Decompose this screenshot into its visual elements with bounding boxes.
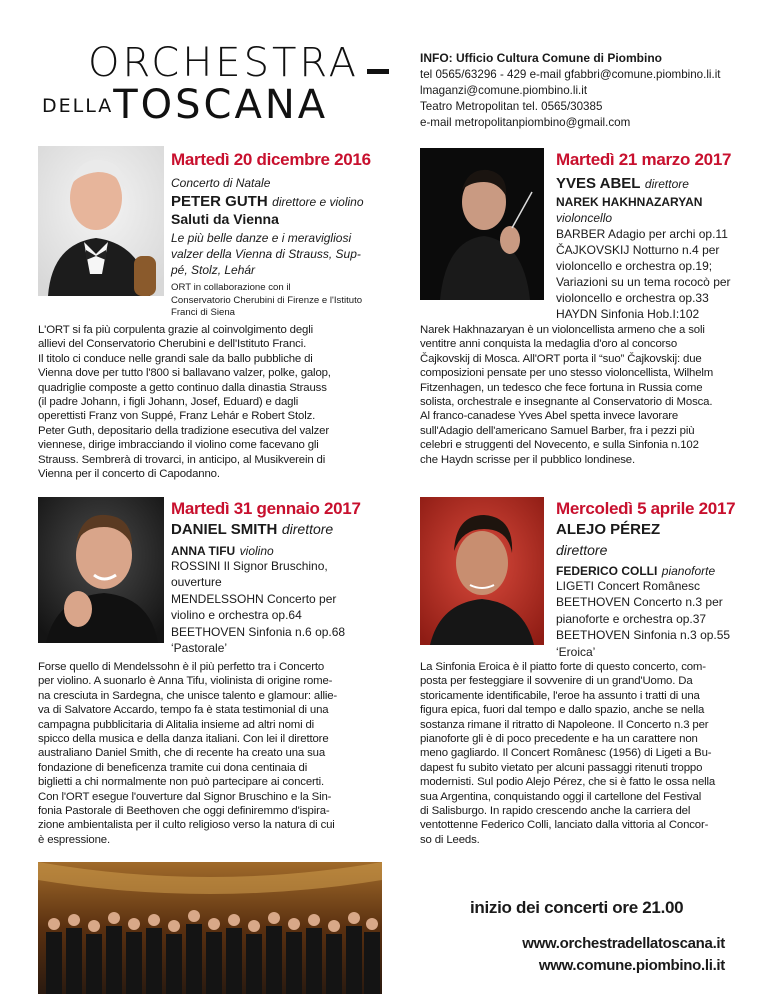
concert3-artist: DANIEL SMITH	[171, 521, 278, 538]
info-line: e-mail metropolitanpiombino@gmail.com	[420, 116, 631, 129]
info-line: Teatro Metropolitan tel. 0565/30385	[420, 100, 603, 113]
concert1-text: L'ORT si fa più corpulenta grazie al coinvolgimento degli allievi del Conservatorio Cherubini e dell'Istituto Franci. Il titolo ci conduce nelle grandi sale da ballo pubbliche di Vienna dove per tutto l'800 si ballavano valzer, polke, galop, quadriglie composte a getto continuo dalla dinastia Strauss (il padre Johann, i figli Johann, Josef, Eduard) e dagli operettisti Franz von Suppé, Franz Lehár e Robert Stolz. Peter Guth, depositario della tradizione esecutiva del valzer viennese, dirige imbracciando il violino come facevano gli Strauss. Sembrerà di trovarci, in anticipo, al Musikverein di Vienna per il concerto di Capodanno.	[38, 324, 331, 481]
concert4-role: direttore	[556, 542, 608, 558]
orchestra-group-icon	[38, 862, 382, 994]
concert1-artist-line	[171, 193, 364, 211]
concert2-soloist: NAREK HAKHNAZARYAN	[556, 195, 703, 209]
website-orchestra-link[interactable]: www.orchestradellatoscana.it	[522, 935, 725, 952]
concert1-program: Le più belle danze e i meravigliosi valzer della Vienna di Strauss, Sup- pé, Stolz, Lehár	[171, 231, 361, 277]
info-box	[420, 50, 750, 131]
photo-alejo-perez	[420, 497, 544, 645]
concert1-artist: PETER GUTH	[171, 193, 268, 210]
concert4-text: La Sinfonia Eroica è il piatto forte di questo concerto, com- posta per festeggiare il sovvenire di un grand'Uomo. Da storicamente identificabile, l'eroe ha assunto i tratti di una figura epica, fuori dal tempo e dallo spazio, anche se nella sostanza rimane il ritratto di Napoleone. Il Concerto n.3 per pianoforte gli è di poco precedente e ha un carattere non meno gagliardo. Il Concert Românesc (1956) di Ligeti a Bu- dapest fu subito vietato per alcuni passaggi ritenuti troppo modernisti. Sul podio Alejo Pérez, che si è fatto le ossa nella sua Argentina, conquistando oggi il cartellone del Festival di Salisburgo. In rapido crescendo anche la carriera del ventottenne Federico Colli, lanciato dalla vittoria al Concor- so di Leeds.	[420, 661, 716, 846]
concert4-artist: ALEJO PÉREZ	[556, 521, 661, 538]
website-comune-link[interactable]: www.comune.piombino.li.it	[538, 957, 725, 974]
photo-daniel-smith	[38, 497, 164, 643]
logo-dash	[367, 69, 389, 74]
concert1-program-title: Saluti da Vienna	[171, 211, 279, 227]
concert2-soloist-role: violoncello	[556, 211, 613, 225]
concert3-soloist-role: violino	[239, 544, 274, 558]
photo-orchestra	[38, 862, 382, 994]
concert3-date: Martedì 31 gennaio 2017	[171, 499, 361, 518]
concert4-soloist-role: pianoforte	[661, 564, 716, 578]
concert4-soloist: FEDERICO COLLI	[556, 564, 658, 578]
photo-peter-guth	[38, 146, 164, 296]
concert3-soloist: ANNA TIFU	[171, 544, 236, 558]
concert3-text: Forse quello di Mendelssohn è il più perfetto tra i Concerto per violino. A suonarlo è Anna Tifu, violinista di origine rome- na cresciuta in Sardegna, che unisce talento e glamour: allie- va di Salvatore Accardo, tempo fa è stata testimonial di una campagna pubblicitaria di Alitalia insieme ad altri nomi di spicco della musica e della danza italiani. Con lei il direttore australiano Daniel Smith, che di recente ha creato una sua fondazione di beneficenza tramite cui dona centinaia di biglietti a chi normalmente non può partecipare ai concerti. Con l'ORT esegue l'ouverture dal Signor Bruschino e la Sin- fonia Pastorale di Beethoven che oggi definiremmo d'ispira- zione ambientalista per il culto religioso verso la natura di cui è espressione.	[38, 661, 338, 846]
concert2-date: Martedì 21 marzo 2017	[556, 150, 732, 169]
portrait-icon	[38, 146, 164, 296]
concert1-role: direttore e violino	[272, 195, 364, 209]
concert-start-time: inizio dei concerti ore 21.00	[470, 898, 684, 917]
concert1-date: Martedì 20 dicembre 2016	[171, 150, 371, 169]
concert4-date: Mercoledì 5 aprile 2017	[556, 499, 736, 518]
concert3-artist-line	[171, 521, 333, 539]
concert2-artist-line	[556, 175, 689, 193]
logo-line2: DELLATOSCANA	[42, 82, 329, 128]
concert4-program: LIGETI Concert Românesc BEETHOVEN Concerto n.3 per pianoforte e orchestra op.37 BEETHOVEN Sinfonia n.3 op.55 ‘Eroica’	[556, 579, 731, 659]
concert1-note: ORT in collaborazione con il Conservatorio Cherubini di Firenze e l'Istituto Franci di Siena	[171, 282, 363, 318]
concert2-text: Narek Hakhnazaryan è un violoncellista armeno che a soli ventitre anni conquista la medaglia d'oro al concorso Čajkovskij di Mosca. All'ORT porta il “suo” Čajkovskij: due composizioni pensate per uno stesso violoncellista, Wilhelm Fitzenhagen, un tedesco che fece fortuna in Russia come solista, orchestrale e insegnante al Conservatorio di Mosca. Al franco-canadese Yves Abel spetta invece lavorare sull'Adagio dell'americano Samuel Barber, fra i pezzi più celebri e struggenti del Novecento, e sulla Sinfonia n.102 che Haydn scrisse per il pubblico londinese.	[420, 324, 714, 466]
portrait-icon	[420, 497, 544, 645]
info-line: tel 0565/63296 - 429 e-mail gfabbri@comune.piombino.li.it	[420, 68, 721, 81]
concert3-role: direttore	[281, 521, 334, 537]
photo-yves-abel	[420, 148, 544, 300]
concert2-role: direttore	[644, 177, 689, 191]
portrait-icon	[420, 148, 544, 300]
info-line: lmaganzi@comune.piombino.li.it	[420, 84, 588, 97]
logo-line1: ORCHESTRA	[88, 40, 389, 86]
concert2-artist: YVES ABEL	[556, 175, 641, 192]
info-title: INFO: Ufficio Cultura Comune di Piombino	[420, 51, 662, 65]
portrait-icon	[38, 497, 164, 643]
concert1-subtitle: Concerto di Natale	[171, 176, 271, 190]
concert3-program: ROSSINI Il Signor Bruschino, ouverture MENDELSSOHN Concerto per violino e orchestra op.64 BEETHOVEN Sinfonia n.6 op.68 ‘Pastorale’	[171, 559, 346, 656]
concert2-program: BARBER Adagio per archi op.11 ČAJKOVSKIJ Notturno n.4 per violoncello e orchestra op.19; Variazioni su un tema rococò per violoncello e orchestra op.33 HAYDN Sinfonia Hob.I:102	[556, 227, 731, 321]
